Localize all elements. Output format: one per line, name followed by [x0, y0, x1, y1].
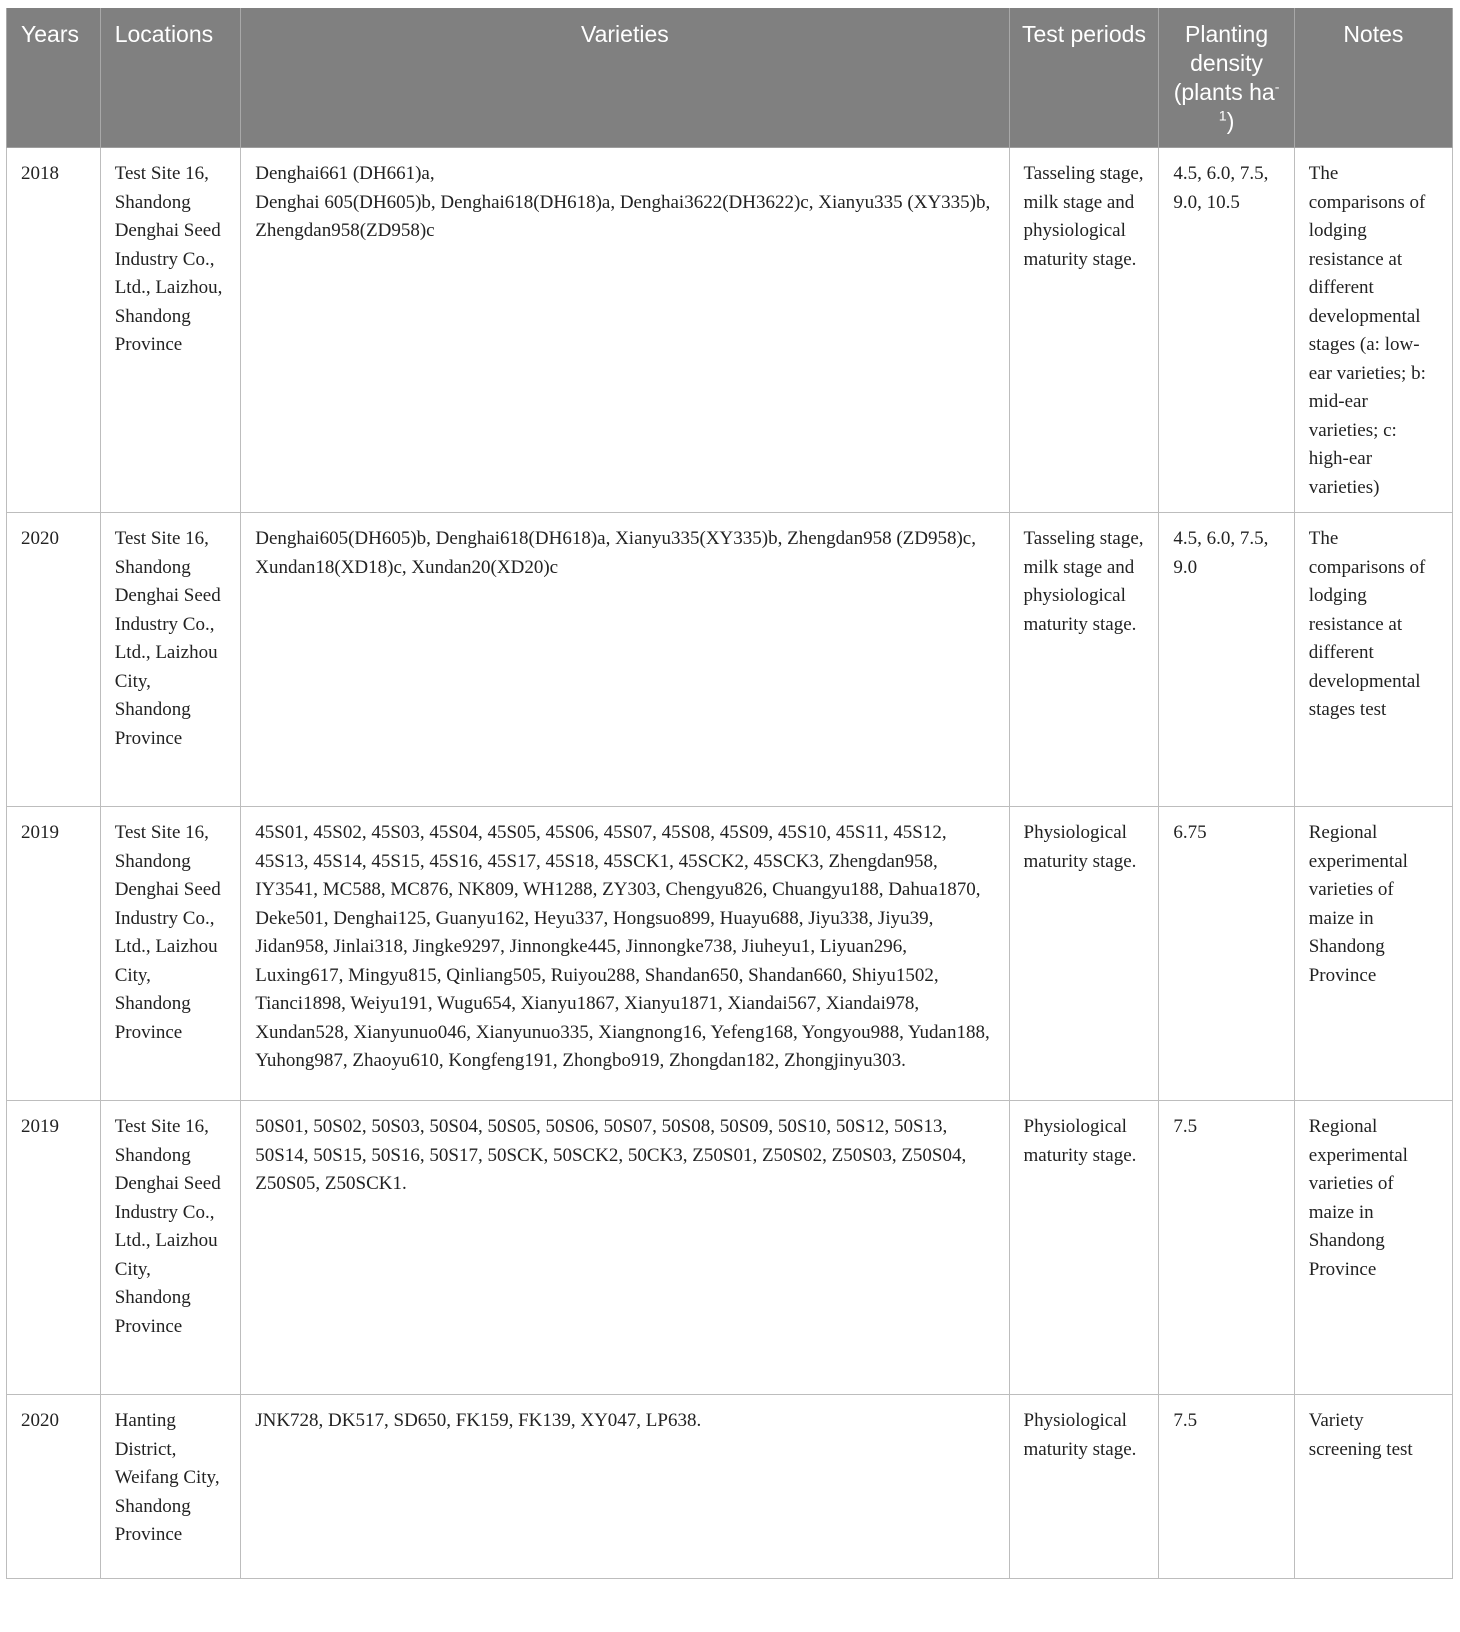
varieties-table: [6, 8, 1453, 1579]
cell-year: 2020: [7, 1395, 101, 1579]
planting-density-close: ): [1226, 108, 1235, 134]
cell-varieties: 50S01, 50S02, 50S03, 50S04, 50S05, 50S06, 50S07, 50S08, 50S09, 50S10, 50S12, 50S13, 50S14, 50S15, 50S16, 50S17, 50SCK, 50SCK2, 50CK3, Z50S01, Z50S02, Z50S03, Z50S04, Z50S05, Z50SCK1.: [241, 1101, 1009, 1395]
header-planting-density: [1159, 8, 1294, 148]
planting-density-exponent: -1: [1218, 79, 1280, 125]
header-years: Years: [7, 8, 101, 148]
header-row: [7, 8, 1453, 148]
cell-notes: Regional experimental varieties of maize in Shandong Province: [1294, 1101, 1452, 1395]
cell-density: 6.75: [1159, 807, 1294, 1101]
cell-year: 2019: [7, 807, 101, 1101]
cell-density: 7.5: [1159, 1101, 1294, 1395]
header-test-periods: Test periods: [1009, 8, 1159, 148]
cell-varieties: JNK728, DK517, SD650, FK159, FK139, XY047, LP638.: [241, 1395, 1009, 1579]
cell-density: 7.5: [1159, 1395, 1294, 1579]
cell-year: 2020: [7, 513, 101, 807]
cell-location: Test Site 16, Shandong Denghai Seed Industry Co., Ltd., Laizhou City, Shandong Province: [100, 1101, 241, 1395]
cell-location: Hanting District, Weifang City, Shandong Province: [100, 1395, 241, 1579]
varieties-line-1: Denghai661 (DH661)a,: [255, 163, 435, 184]
cell-varieties: 45S01, 45S02, 45S03, 45S04, 45S05, 45S06, 45S07, 45S08, 45S09, 45S10, 45S11, 45S12, 45S13, 45S14, 45S15, 45S16, 45S17, 45S18, 45SCK1, 45SCK2, 45SCK3, Zhengdan958, IY3541, MC588, MC876, NK809, WH1288, ZY303, Chengyu826, Chuangyu188, Dahua1870, Deke501, Denghai125, Guanyu162, Heyu337, Hongsuo899, Huayu688, Jiyu338, Jiyu39, Jidan958, Jinlai318, Jingke9297, Jinnongke445, Jinnongke738, Jiuheyu1, Liyuan296, Luxing617, Mingyu815, Qinliang505, Ruiyou288, Shandan650, Shandan660, Shiyu1502, Tianci1898, Weiyu191, Wugu654, Xianyu1867, Xianyu1871, Xiandai567, Xiandai978, Xundan528, Xianyunuo046, Xianyunuo335, Xiangnong16, Yefeng168, Yongyou988, Yudan188, Yuhong987, Zhaoyu610, Kongfeng191, Zhongbo919, Zhongdan182, Zhongjinyu303.: [241, 807, 1009, 1101]
varieties-line-2: Denghai 605(DH605)b, Denghai618(DH618)a, Denghai3622(DH3622)c, Xianyu335 (XY335)b, Zhengdan958(ZD958)c: [255, 191, 991, 241]
cell-year: 2019: [7, 1101, 101, 1395]
cell-notes: Variety screening test: [1294, 1395, 1452, 1579]
cell-test-period: Physiological maturity stage.: [1009, 1101, 1159, 1395]
planting-density-text: Planting density (plants ha: [1173, 21, 1275, 105]
cell-notes: Regional experimental varieties of maize in Shandong Province: [1294, 807, 1452, 1101]
table-row: [7, 1395, 1453, 1579]
table-row: [7, 807, 1453, 1101]
table-row: [7, 1101, 1453, 1395]
cell-location: Test Site 16, Shandong Denghai Seed Industry Co., Ltd., Laizhou, Shandong Province: [100, 148, 241, 513]
cell-varieties: Denghai605(DH605)b, Denghai618(DH618)a, Xianyu335(XY335)b, Zhengdan958 (ZD958)c, Xundan18(XD18)c, Xundan20(XD20)c: [241, 513, 1009, 807]
cell-location: Test Site 16, Shandong Denghai Seed Industry Co., Ltd., Laizhou City, Shandong Province: [100, 513, 241, 807]
cell-year: 2018: [7, 148, 101, 513]
cell-density: 4.5, 6.0, 7.5, 9.0, 10.5: [1159, 148, 1294, 513]
cell-test-period: Tasseling stage, milk stage and physiological maturity stage.: [1009, 513, 1159, 807]
cell-density: 4.5, 6.0, 7.5, 9.0: [1159, 513, 1294, 807]
header-varieties: Varieties: [241, 8, 1009, 148]
cell-notes: The comparisons of lodging resistance at different developmental stages test: [1294, 513, 1452, 807]
cell-test-period: Tasseling stage, milk stage and physiological maturity stage.: [1009, 148, 1159, 513]
table-row: [7, 513, 1453, 807]
cell-test-period: Physiological maturity stage.: [1009, 1395, 1159, 1579]
header-notes: Notes: [1294, 8, 1452, 148]
cell-location: Test Site 16, Shandong Denghai Seed Industry Co., Ltd., Laizhou City, Shandong Province: [100, 807, 241, 1101]
table-row: [7, 148, 1453, 513]
cell-varieties: [241, 148, 1009, 513]
cell-test-period: Physiological maturity stage.: [1009, 807, 1159, 1101]
header-locations: Locations: [100, 8, 241, 148]
cell-notes: The comparisons of lodging resistance at different developmental stages (a: low-ear varieties; b: mid-ear varieties; c: high-ear varieties): [1294, 148, 1452, 513]
